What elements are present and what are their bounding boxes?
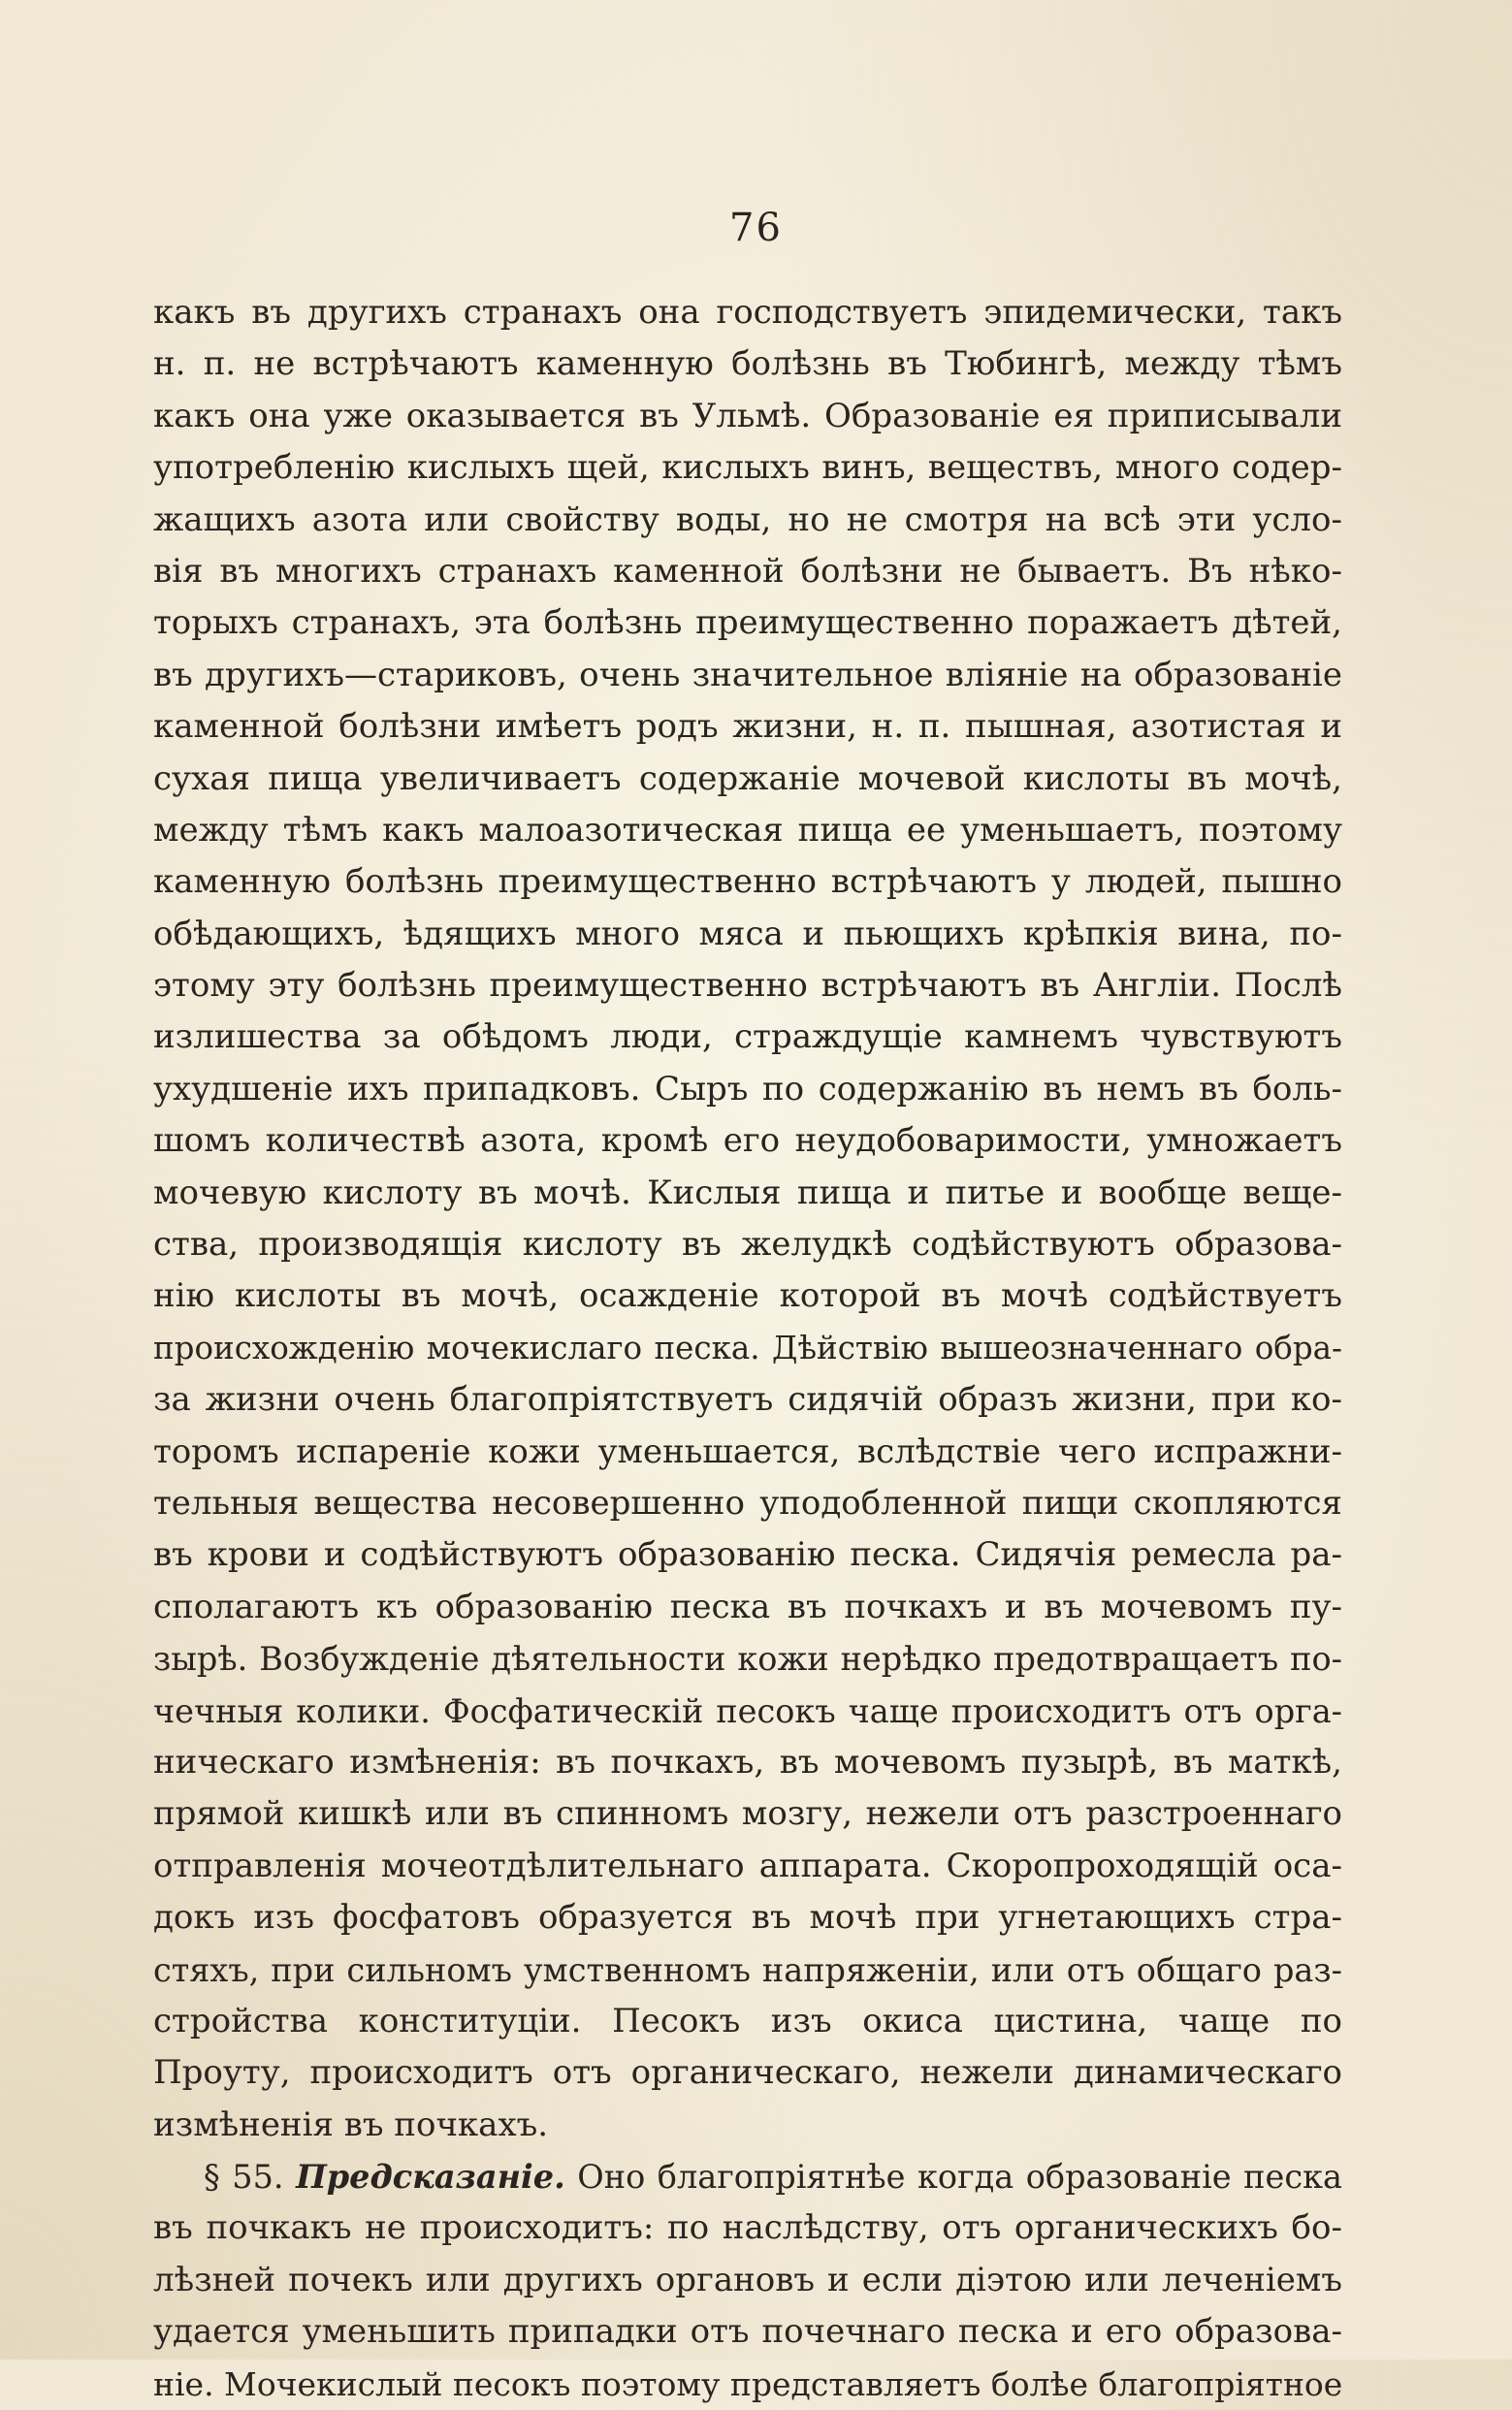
text-line: Проуту, происходитъ отъ органическаго, нежели динамическаго <box>153 2053 1342 2093</box>
text-line: зырѣ. Возбужденіе дѣятельности кожи нерѣдко предотвращаетъ по- <box>153 1640 1342 1679</box>
text-line: каменной болѣзни имѣетъ родъ жизни, н. п. пышная, азотистая и <box>153 707 1342 747</box>
text-line: докъ изъ фосфатовъ образуется въ мочѣ при угнетающихъ стра- <box>153 1898 1342 1938</box>
text-line: ніе. Мочекислый песокъ поэтому представляетъ болѣе благопріятное <box>153 2364 1342 2403</box>
text-line: какъ въ другихъ странахъ она господствуетъ эпидемически, такъ <box>153 293 1342 332</box>
text-line: этому эту болѣзнь преимущественно встрѣчаютъ въ Англіи. Послѣ <box>153 966 1342 1006</box>
section-first-line: Оно благопріятнѣе когда образованіе песка <box>577 2158 1342 2197</box>
text-line: мочевую кислоту въ мочѣ. Кислыя пища и питье и вообще веще- <box>153 1173 1342 1212</box>
text-line: тельныя вещества несовершенно уподобленной пищи скопляются <box>153 1483 1342 1523</box>
section-heading: Предсказаніе. <box>296 2158 565 2197</box>
text-line: между тѣмъ какъ малоазотическая пища ее уменьшаетъ, поэтому <box>153 810 1342 850</box>
text-line: отправленія мочеотдѣлительнаго аппарата. Скоропроходящій оса- <box>153 1846 1342 1885</box>
text-line: обѣдающихъ, ѣдящихъ много мяса и пьющихъ крѣпкія вина, по- <box>153 914 1342 953</box>
text-line: ства, производящія кислоту въ желудкѣ содѣйствуютъ образова- <box>153 1225 1342 1265</box>
text-line: ухудшеніе ихъ припадковъ. Сыръ по содержанію въ немъ въ боль- <box>153 1069 1342 1109</box>
text-line: нію кислоты въ мочѣ, осажденіе которой въ мочѣ содѣйствуетъ <box>153 1276 1342 1316</box>
section-heading-line <box>153 2151 1342 2202</box>
text-line: за жизни очень благопріятствуетъ сидячій образъ жизни, при ко- <box>153 1380 1342 1420</box>
body-text <box>153 287 1342 2410</box>
text-line: въ почкакъ не происходитъ: по наслѣдству, отъ органическихъ бо- <box>153 2208 1342 2248</box>
text-line: чечныя колики. Фосфатическій песокъ чаще происходитъ отъ орга- <box>153 1691 1342 1730</box>
text-line: торыхъ странахъ, эта болѣзнь преимущественно поражаетъ дѣтей, <box>153 603 1342 643</box>
text-line: каменную болѣзнь преимущественно встрѣчаютъ у людей, пышно <box>153 862 1342 902</box>
text-line: въ крови и содѣйствуютъ образованію песка. Сидячія ремесла ра- <box>153 1535 1342 1575</box>
text-line: стяхъ, при сильномъ умственномъ напряженіи, или отъ общаго раз- <box>153 1950 1342 1989</box>
text-line: употребленію кислыхъ щей, кислыхъ винъ, веществъ, много содер- <box>153 448 1342 488</box>
text-line: удается уменьшить припадки отъ почечнаго песка и его образова- <box>153 2312 1342 2352</box>
text-line: вія въ многихъ странахъ каменной болѣзни не бываетъ. Въ нѣко- <box>153 551 1342 591</box>
text-line: торомъ испареніе кожи уменьшается, вслѣдствіе чего испражни- <box>153 1431 1342 1471</box>
page-number: 76 <box>729 206 783 250</box>
text-line: излишества за обѣдомъ люди, страждущіе камнемъ чувствуютъ <box>153 1017 1342 1057</box>
text-line: происхожденію мочекислаго песка. Дѣйствію вышеозначеннаго обра- <box>153 1329 1342 1366</box>
text-line: сухая пища увеличиваетъ содержаніе мочевой кислоты въ мочѣ, <box>153 758 1342 798</box>
text-line: въ другихъ—стариковъ, очень значительное вліяніе на образованіе <box>153 655 1342 694</box>
text-line: измѣненія въ почкахъ. <box>153 2105 549 2144</box>
text-line: лѣзней почекъ или другихъ органовъ и если діэтою или леченіемъ <box>153 2260 1342 2299</box>
text-line: шомъ количествѣ азота, кромѣ его неудобоваримости, умножаетъ <box>153 1121 1342 1161</box>
text-line: сполагаютъ къ образованію песка въ почкахъ и въ мочевомъ пу- <box>153 1587 1342 1626</box>
text-line: прямой кишкѣ или въ спинномъ мозгу, нежели отъ разстроеннаго <box>153 1794 1342 1834</box>
text-line: какъ она уже оказывается въ Ульмѣ. Образованіе ея приписывали <box>153 396 1342 435</box>
text-line: ническаго измѣненія: въ почкахъ, въ мочевомъ пузырѣ, въ маткѣ, <box>153 1742 1342 1782</box>
text-line: жащихъ азота или свойству воды, но не смотря на всѣ эти усло- <box>153 499 1342 539</box>
section-number: § 55. <box>204 2158 284 2197</box>
text-line: н. п. не встрѣчаютъ каменную болѣзнь въ Тюбингѣ, между тѣмъ <box>153 344 1342 384</box>
text-line: стройства конституціи. Песокъ изъ окиса цистина, чаще по <box>153 2001 1342 2040</box>
